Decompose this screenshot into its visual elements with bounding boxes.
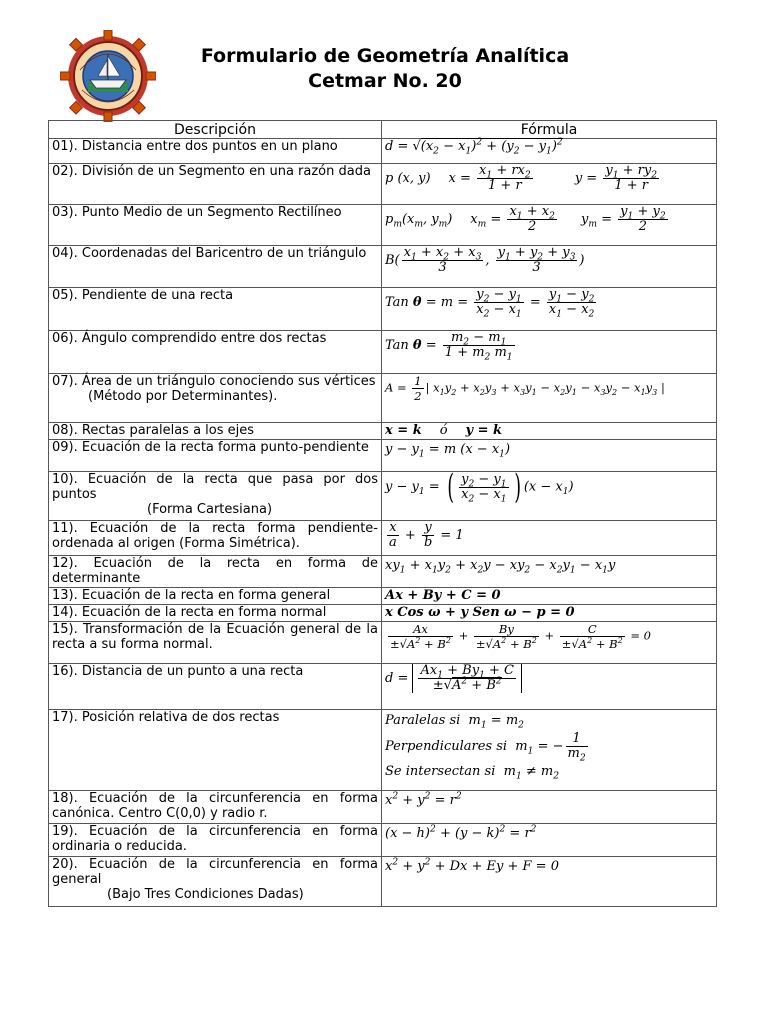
row-formula: Ax + By + C = 0 [382, 588, 717, 605]
row-description: 05). Pendiente de una recta [49, 288, 382, 331]
row-formula: p (x, y) x = $\frac{x_1 + rx_2}{1 + r}$ y = $\frac{y_1 + ry_2}{1 + r}$ [382, 164, 717, 205]
table-row [49, 205, 717, 246]
row-description-main: 20). Ecuación de la circunferencia en forma general [52, 857, 378, 887]
row-formula: $y - y_1 = m$ $(x - x_1)$ [382, 440, 717, 472]
row-description-main: 07). Área de un triángulo conociendo sus vértices [52, 374, 376, 389]
row-description: 17). Posición relativa de dos rectas [49, 710, 382, 791]
row-description: 11). Ecuación de la recta forma pendiente-ordenada al origen (Forma Simétrica). [49, 521, 382, 556]
row-description: 12). Ecuación de la recta en forma de determinante [49, 556, 382, 588]
table-row [49, 710, 717, 791]
row-description [49, 857, 382, 907]
table-row [49, 331, 717, 374]
row-formula: x = k ó y = k [382, 423, 717, 440]
row-formula: $x^2 + y^2 + Dx + Ey + F = 0$ [382, 857, 717, 907]
table-row [49, 605, 717, 622]
row-description: 02). División de un Segmento en una razón dada [49, 164, 382, 205]
row-formula: $\frac{Ax}{\pm√A^2 + B^2}$ + $\frac{By}{\pm√A^2 + B^2}$ + $\frac{C}{\pm√A^2 + B^2}$ = 0 [382, 622, 717, 664]
table-row [49, 164, 717, 205]
row-description [49, 374, 382, 423]
table-header-row [49, 121, 717, 139]
table-row [49, 588, 717, 605]
row-description: 18). Ecuación de la circunferencia en forma canónica. Centro C(0,0) y radio r. [49, 791, 382, 824]
row-description-main: 10). Ecuación de la recta que pasa por dos puntos [52, 472, 378, 502]
table-row [49, 246, 717, 288]
row-formula: $(x - h)^2 + (y - k)^2 = r^2$ [382, 824, 717, 857]
row-formula: x Cos ω + y Sen ω − p = 0 [382, 605, 717, 622]
row-description: 08). Rectas paralelas a los ejes [49, 423, 382, 440]
row-description: 19). Ecuación de la circunferencia en forma ordinaria o reducida. [49, 824, 382, 857]
row-formula: $p_m(x_m$, $y_m$) $x_m$ = $\frac{x_1 + x_2}{2}$ $y_m$ = $\frac{y_1 + y_2}{2}$ [382, 205, 717, 246]
perpendicular-condition: Perpendiculares si $m_1$ = − $\frac{1}{m_2}$ [385, 731, 586, 764]
row-description-note: (Forma Cartesiana) [147, 502, 273, 517]
table-row [49, 374, 717, 423]
row-description: 03). Punto Medio de un Segmento Rectilíneo [49, 205, 382, 246]
row-description-note: (Método por Determinantes). [88, 389, 278, 404]
row-formula: B( $\frac{x_1 + x_2 + x_3}{3}$ , $\frac{y_1 + y_2 + y_3}{3}$ ) [382, 246, 717, 288]
table-row [49, 622, 717, 664]
table-row [49, 440, 717, 472]
column-header-description: Descripción [49, 121, 382, 139]
row-description: 14). Ecuación de la recta en forma normal [49, 605, 382, 622]
document-subtitle: Cetmar No. 20 [308, 70, 462, 92]
table-row [49, 556, 717, 588]
row-formula: A = $\frac{1}{2}$ | $x_1y_2 + x_2y_3 + x_3y_1 - x_2y_1 - x_3y_2 - x_1y_3$ | [382, 374, 717, 423]
table-row [49, 824, 717, 857]
row-description [49, 472, 382, 521]
row-formula: Tan θ = $\frac{m_2 - m_1}{1 + m_2 m_1}$ [382, 331, 717, 374]
table-row [49, 139, 717, 164]
parallel-condition: Paralelas si $m_1 = m_2$ [385, 713, 524, 731]
table-row [49, 288, 717, 331]
table-row [49, 857, 717, 907]
row-description: 06). Ángulo comprendido entre dos rectas [49, 331, 382, 374]
table-row [49, 521, 717, 556]
row-description: 15). Transformación de la Ecuación general de la recta a su forma normal. [49, 622, 382, 664]
document-title: Formulario de Geometría Analítica [200, 45, 570, 67]
table-row [49, 664, 717, 710]
row-description: 16). Distancia de un punto a una recta [49, 664, 382, 710]
row-formula: d = $\frac{Ax_1 + By_1 + C}{\pm√A^2 + B^2}$ [382, 664, 717, 710]
row-formula: $d = √(x_2 - x_1)^2 + (y_2 - y_1)^2$ [382, 139, 717, 164]
row-formula [382, 710, 717, 791]
row-description: 13). Ecuación de la recta en forma general [49, 588, 382, 605]
row-description: 09). Ecuación de la recta forma punto-pendiente [49, 440, 382, 472]
table-row [49, 423, 717, 440]
intersect-condition: Se intersectan si $m_1 \ne m_2$ [385, 764, 560, 782]
table-row [49, 472, 717, 521]
school-seal-logo [60, 30, 156, 122]
row-description-note: (Bajo Tres Condiciones Dadas) [107, 887, 304, 902]
row-formula: Tan θ = m = $\frac{y_2 - y_1}{x_2 - x_1}$ = $\frac{y_1 - y_2}{x_1 - x_2}$ [382, 288, 717, 331]
row-formula: $xy_1 + x_1y_2 + x_2y - xy_2 - x_2y_1 - x_1y$ [382, 556, 717, 588]
table-row [49, 791, 717, 824]
row-formula: $x^2 + y^2 = r^2$ [382, 791, 717, 824]
row-description: 01). Distancia entre dos puntos en un plano [49, 139, 382, 164]
row-formula: $y - y_1$ = ( $\frac{y_2 - y_1}{x_2 - x_1}$ ) $(x - x_1)$ [382, 472, 717, 521]
row-description: 04). Coordenadas del Baricentro de un triángulo [49, 246, 382, 288]
formula-table [48, 120, 717, 907]
row-formula: $\frac{x}{a}$ + $\frac{y}{b}$ = 1 [382, 521, 717, 556]
column-header-formula: Fórmula [382, 121, 717, 139]
